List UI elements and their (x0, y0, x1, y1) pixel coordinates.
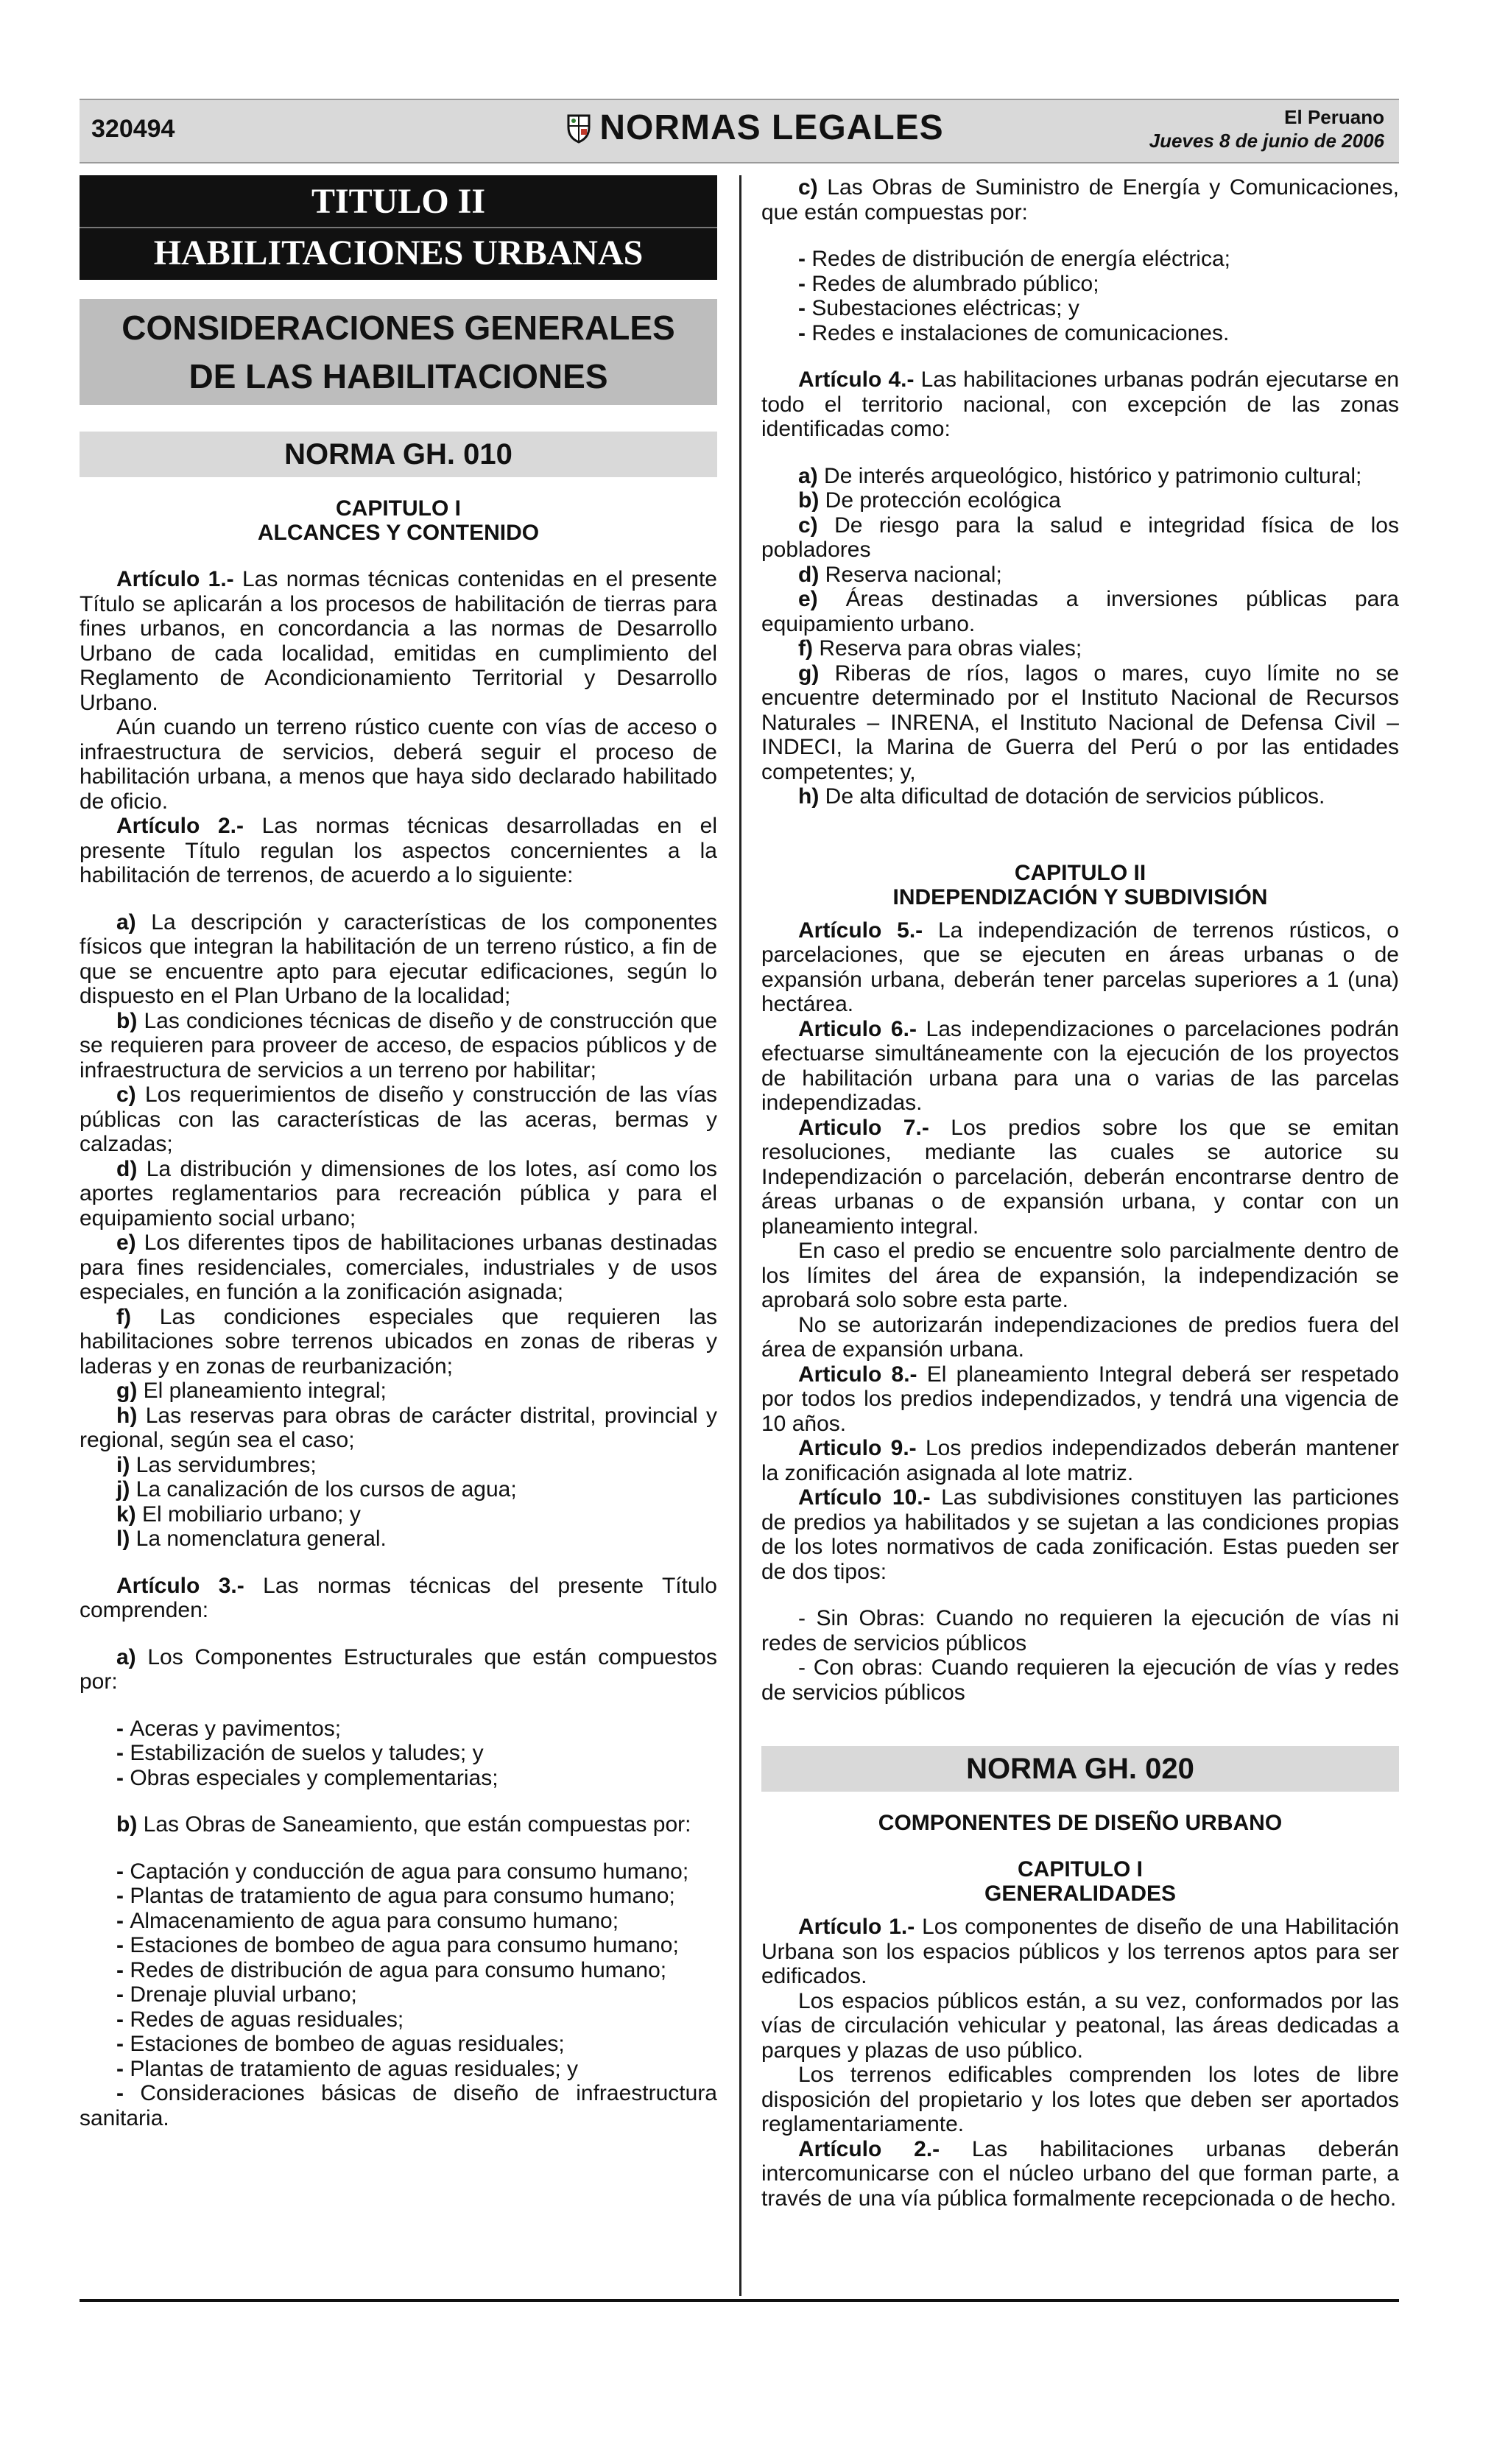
list-item (761, 464, 1399, 489)
article-7 (761, 1116, 1399, 1239)
item-label: g) (798, 661, 820, 686)
list-item (80, 1083, 717, 1157)
right-column (761, 175, 1399, 2211)
gh020-article-1 (761, 1915, 1399, 1989)
list-item (80, 1741, 717, 1766)
norma-heading: NORMA GH. 020 (761, 1746, 1399, 1792)
list-item (761, 636, 1399, 661)
item-text: El mobiliario urbano; y (135, 1502, 361, 1527)
article-text: Las independizaciones o parcelaciones podrán efectuarse simultáneamente con la ejecución de los proyectos de habilitación urbana para una o varias de las parcelas independizadas. (761, 1016, 1399, 1115)
chapter-title: ALCANCES Y CONTENIDO (257, 521, 540, 545)
paragraph: Los terrenos edificables comprenden los lotes de libre disposición del propietario y los lotes que deben ser aportados reglamentariamente. (761, 2063, 1399, 2136)
article-6 (761, 1017, 1399, 1116)
chapter-heading: CAPITULO II (1014, 860, 1146, 885)
article-label: Articulo 9.- (798, 1436, 917, 1460)
item-label: d) (116, 1156, 138, 1181)
consideraciones-line: DE LAS HABILITACIONES (188, 357, 608, 395)
list-item (761, 513, 1399, 563)
list-item (80, 1404, 717, 1453)
list-item (80, 1859, 717, 1884)
item-text: Estaciones de bombeo de aguas residuales; (130, 2032, 565, 2056)
gh020-article-2 (761, 2137, 1399, 2211)
dash-bullet: - (116, 2007, 130, 2032)
list-item (80, 1933, 717, 1958)
paragraph: En caso el predio se encuentre solo parcialmente dentro de los límites del área de expansión, la independización se aprobará solo sobre esta parte. (761, 1239, 1399, 1312)
list-item (80, 1157, 717, 1231)
item-text: Estabilización de suelos y taludes; y (130, 1741, 484, 1765)
dash-bullet: - (116, 1716, 130, 1741)
item-label: a) (116, 909, 136, 934)
item-text: Las reservas para obras de carácter distrital, provincial y regional, según sea el caso; (80, 1403, 717, 1452)
item-text: De alta dificultad de dotación de servicios públicos. (819, 784, 1325, 809)
item-text: De protección ecológica (819, 488, 1061, 513)
item-label: b) (798, 488, 820, 513)
list-item (80, 1305, 717, 1379)
item-text: Las Obras de Suministro de Energía y Comunicaciones, que están compuestas por: (761, 175, 1399, 225)
list-item (80, 1009, 717, 1083)
item-label: k) (116, 1502, 136, 1527)
article-label: Artículo 1.- (798, 1915, 915, 1939)
list-item (80, 1477, 717, 1502)
article-9 (761, 1436, 1399, 1485)
item-text: Almacenamiento de agua para consumo humano; (130, 1908, 619, 1933)
item-text: Riberas de ríos, lagos o mares, cuyo límite no se encuentre determinado por el Instituto Nacional de Recursos Naturales – INRENA, el Instituto Nacional de Defensa Civil – INDECI, la Marina de Guerra del Perú o por las entidades competentes; y, (761, 661, 1399, 784)
item-text: La canalización de los cursos de agua; (130, 1477, 517, 1502)
list-intro (80, 1645, 717, 1694)
item-text: Redes de alumbrado público; (811, 271, 1099, 296)
list-item (80, 1717, 717, 1742)
dash-bullet: - (116, 1884, 130, 1908)
article-text: Las normas técnicas desarrolladas en el presente Título regulan los aspectos concernientes a la habilitación de terrenos, de acuerdo a lo siguiente: (80, 814, 717, 887)
item-label: e) (798, 587, 818, 611)
list-item (80, 1884, 717, 1909)
article-3c-list (761, 247, 1399, 345)
left-column (80, 175, 717, 2130)
list-item (761, 587, 1399, 636)
item-text: Plantas de tratamiento de agua para consumo humano; (130, 1884, 675, 1908)
publication-date: Jueves 8 de junio de 2006 (1149, 130, 1384, 152)
paragraph: Aún cuando un terreno rústico cuente con vías de acceso o infraestructura de servicios, deberá seguir el proceso de habilitación urbana, a menos que haya sido declarado habilitado de oficio. (80, 715, 717, 814)
item-text: Las servidumbres; (130, 1452, 317, 1477)
list-item (761, 661, 1399, 785)
article-label: Articulo 8.- (798, 1362, 917, 1387)
chapter-heading: CAPITULO I (336, 496, 461, 521)
item-label: d) (798, 562, 820, 587)
consideraciones-line: CONSIDERACIONES GENERALES (121, 309, 675, 347)
dash-bullet: - (116, 1933, 130, 1957)
item-label: c) (798, 175, 818, 200)
article-5 (761, 918, 1399, 1017)
article-text: Los componentes de diseño de una Habilitación Urbana son los espacios públicos y los terrenos aptos para ser edificados. (761, 1915, 1400, 1988)
list-item (80, 910, 717, 1009)
item-text: Redes de aguas residuales; (130, 2007, 404, 2032)
column-divider (739, 175, 741, 2296)
article-label: Artículo 3.- (116, 1573, 244, 1598)
article-label: Artículo 5.- (798, 918, 923, 943)
article-label: Artículo 10.- (798, 1485, 931, 1510)
item-label: c) (116, 1083, 136, 1107)
item-text: Plantas de tratamiento de aguas residuales; y (130, 2056, 579, 2081)
item-text: Áreas destinadas a inversiones públicas para equipamiento urbano. (761, 587, 1399, 636)
article-4 (761, 367, 1399, 442)
dash-bullet: - (116, 1741, 130, 1765)
dash-bullet: - (798, 320, 812, 345)
item-label: a) (798, 463, 818, 488)
article-2 (80, 814, 717, 888)
list-intro (80, 1812, 717, 1837)
dash-bullet: - (798, 296, 812, 320)
article-label: Artículo 4.- (798, 367, 915, 392)
section-subtitle: COMPONENTES DE DISEÑO URBANO (878, 1811, 1283, 1835)
list-item (80, 1453, 717, 1478)
dash-bullet: - (116, 2081, 141, 2105)
list-item (761, 563, 1399, 588)
dash-bullet: - (116, 2056, 130, 2081)
list-item (80, 2057, 717, 2082)
item-text: Reserva para obras viales; (812, 636, 1082, 661)
article-3b-list (80, 1859, 717, 2131)
item-text: Consideraciones básicas de diseño de infraestructura sanitaria. (80, 2081, 717, 2130)
dash-bullet: - (798, 271, 812, 296)
item-text: Los requerimientos de diseño y construcción de las vías públicas con las características de las aceras, bermas y calzadas; (80, 1083, 717, 1156)
titulo-subtitle: HABILITACIONES URBANAS (153, 233, 644, 272)
item-text: La nomenclatura general. (130, 1527, 387, 1551)
dash-bullet: - (116, 1957, 130, 1982)
item-text: Reserva nacional; (819, 562, 1002, 587)
paragraph: Los espacios públicos están, a su vez, conformados por las vías de circulación vehicular y peatonal, las áreas dedicadas a parques y plazas de uso público. (761, 1988, 1399, 2063)
article-label: Articulo 7.- (798, 1115, 929, 1140)
list-item (80, 1766, 717, 1791)
list-item (80, 1502, 717, 1527)
chapter-heading: CAPITULO I (1018, 1857, 1143, 1882)
dash-bullet: - (116, 1765, 130, 1790)
article-2-list (80, 910, 717, 1552)
article-text: Las normas técnicas del presente Título comprenden: (80, 1573, 717, 1622)
page-number: 320494 (91, 115, 175, 143)
list-item (761, 321, 1399, 346)
list-item (80, 2081, 717, 2130)
item-text: Las condiciones especiales que requieren las habilitaciones sobre terrenos ubicados en zonas de riberas y laderas y en zonas de reurbanización; (80, 1304, 717, 1379)
item-label: f) (798, 636, 813, 661)
item-text: Aceras y pavimentos; (130, 1716, 342, 1741)
subdivision-type: - Con obras: Cuando requieren la ejecución de vías y redes de servicios públicos (761, 1655, 1399, 1705)
article-text: Los predios independizados deberán mantener la zonificación asignada al lote matriz. (761, 1436, 1399, 1485)
list-item (80, 1231, 717, 1305)
article-3a-list (80, 1717, 717, 1791)
chapter-title: INDEPENDIZACIÓN Y SUBDIVISIÓN (892, 884, 1268, 909)
item-text: La distribución y dimensiones de los lotes, así como los aportes reglamentarios para recreación pública y para el equipamiento social urbano; (80, 1156, 717, 1231)
list-item (80, 2007, 717, 2032)
article-text: El planeamiento Integral deberá ser respetado por todos los predios independizados, y tendrá una vigencia de 10 años. (761, 1362, 1399, 1436)
list-intro (761, 175, 1399, 225)
dash-bullet: - (116, 1908, 130, 1933)
dash-bullet: - (116, 1859, 130, 1884)
article-text: Las normas técnicas contenidas en el presente Título se aplicarán a los procesos de habilitación de tierras para fines urbanos, en concordancia a las normas de Desarrollo Urbano de cada localidad, emitidas en cumplimiento del Reglamento de Acondicionamiento Territorial y Desarrollo Urbano. (80, 567, 717, 715)
item-text: Subestaciones eléctricas; y (811, 296, 1079, 320)
article-3 (80, 1574, 717, 1623)
bottom-rule (80, 2299, 1399, 2302)
list-item (80, 2032, 717, 2057)
list-item (80, 1958, 717, 1983)
item-label: a) (116, 1644, 136, 1669)
item-label: c) (798, 513, 818, 538)
article-text: Las habilitaciones urbanas deberán intercomunicarse con el núcleo urbano del que forman parte, a través de una vía pública formalmente recepcionada o de hecho. (761, 2136, 1399, 2211)
item-text: De riesgo para la salud e integridad física de los pobladores (761, 513, 1399, 562)
newspaper-name: El Peruano (1284, 106, 1384, 128)
article-8 (761, 1362, 1399, 1437)
item-text: Obras especiales y complementarias; (130, 1765, 498, 1790)
article-label: Artículo 2.- (798, 2136, 940, 2161)
item-label: g) (116, 1379, 138, 1403)
list-item (80, 1527, 717, 1552)
list-item (761, 272, 1399, 297)
article-text: Las subdivisiones constituyen las particiones de predios ya habilitados y se sujetan a las condiciones propias de los lotes normativos de cada zonificación. Estas pueden ser de dos tipos: (761, 1485, 1399, 1584)
item-text: Captación y conducción de agua para consumo humano; (130, 1859, 689, 1884)
titulo-banner (80, 175, 717, 280)
dash-bullet: - (116, 1982, 130, 2007)
item-text: Drenaje pluvial urbano; (130, 1982, 357, 2007)
item-label: f) (116, 1304, 131, 1329)
dash-bullet: - (116, 2032, 130, 2056)
item-text: Redes de distribución de energía eléctrica; (811, 247, 1230, 271)
list-item (80, 1379, 717, 1404)
article-1 (80, 567, 717, 715)
item-text: Las condiciones técnicas de diseño y de construcción que se requieren para proveer de acceso, de espacios públicos y de infraestructura de servicios a un terreno por habilitar; (80, 1008, 717, 1083)
item-text: Estaciones de bombeo de agua para consumo humano; (130, 1933, 679, 1957)
norma-heading: NORMA GH. 010 (80, 432, 717, 477)
paragraph: No se autorizarán independizaciones de predios fuera del área de expansión urbana. (761, 1312, 1399, 1362)
coat-of-arms-icon (564, 111, 593, 144)
item-text: Redes de distribución de agua para consumo humano; (130, 1957, 667, 1982)
article-10 (761, 1485, 1399, 1584)
consideraciones-banner (80, 299, 717, 405)
item-label: j) (116, 1477, 130, 1502)
item-text: De interés arqueológico, histórico y patrimonio cultural; (817, 463, 1362, 488)
article-4-list (761, 464, 1399, 809)
item-text: Los diferentes tipos de habilitaciones urbanas destinadas para fines residenciales, comerciales, industriales y de usos especiales, en función a la zonificación asignada; (80, 1231, 717, 1304)
chapter-title: GENERALIDADES (984, 1882, 1177, 1906)
section-title: NORMAS LEGALES (599, 108, 944, 147)
item-label: b) (116, 1008, 138, 1033)
list-item (761, 488, 1399, 513)
item-text: La descripción y características de los componentes físicos que integran la habilitación de un terreno rústico, a fin de que se encuentre apto para ejecutar edificaciones, según lo dispuesto en el Plan Urbano de la localidad; (80, 909, 717, 1008)
item-text: Los Componentes Estructurales que están compuestos por: (80, 1644, 717, 1694)
list-item (80, 1982, 717, 2007)
item-text: Las Obras de Saneamiento, que están compuestas por: (137, 1812, 691, 1837)
item-label: e) (116, 1231, 136, 1255)
dash-bullet: - (798, 247, 812, 271)
item-label: l) (116, 1527, 130, 1551)
subdivision-type: - Sin Obras: Cuando no requieren la ejecución de vías ni redes de servicios públicos (761, 1606, 1399, 1655)
item-label: h) (116, 1403, 138, 1428)
article-text: Las habilitaciones urbanas podrán ejecutarse en todo el territorio nacional, con excepción de las zonas identificadas como: (761, 367, 1399, 441)
item-label: i) (116, 1452, 130, 1477)
article-text: La independización de terrenos rústicos, o parcelaciones, que se ejecuten en áreas urbanas o de expansión urbana, deberán tener parcelas superiores a 1 (una) hectárea. (761, 918, 1399, 1016)
article-label: Articulo 6.- (798, 1016, 917, 1041)
item-label: b) (116, 1812, 138, 1837)
item-text: Redes e instalaciones de comunicaciones. (811, 320, 1230, 345)
article-label: Artículo 2.- (116, 814, 244, 838)
titulo-line: TITULO II (311, 182, 486, 221)
list-item (761, 784, 1399, 809)
list-item (80, 1909, 717, 1934)
item-text: El planeamiento integral; (137, 1379, 387, 1403)
article-label: Artículo 1.- (116, 567, 234, 591)
list-item (761, 296, 1399, 321)
item-label: h) (798, 784, 820, 809)
article-text: Los predios sobre los que se emitan resoluciones, mediante las cuales se autorice su Independización o parcelación, deberán encontrarse dentro de áreas urbanas o de expansión urbana, y contar con un planeamiento integral. (761, 1115, 1399, 1239)
list-item (761, 247, 1399, 272)
